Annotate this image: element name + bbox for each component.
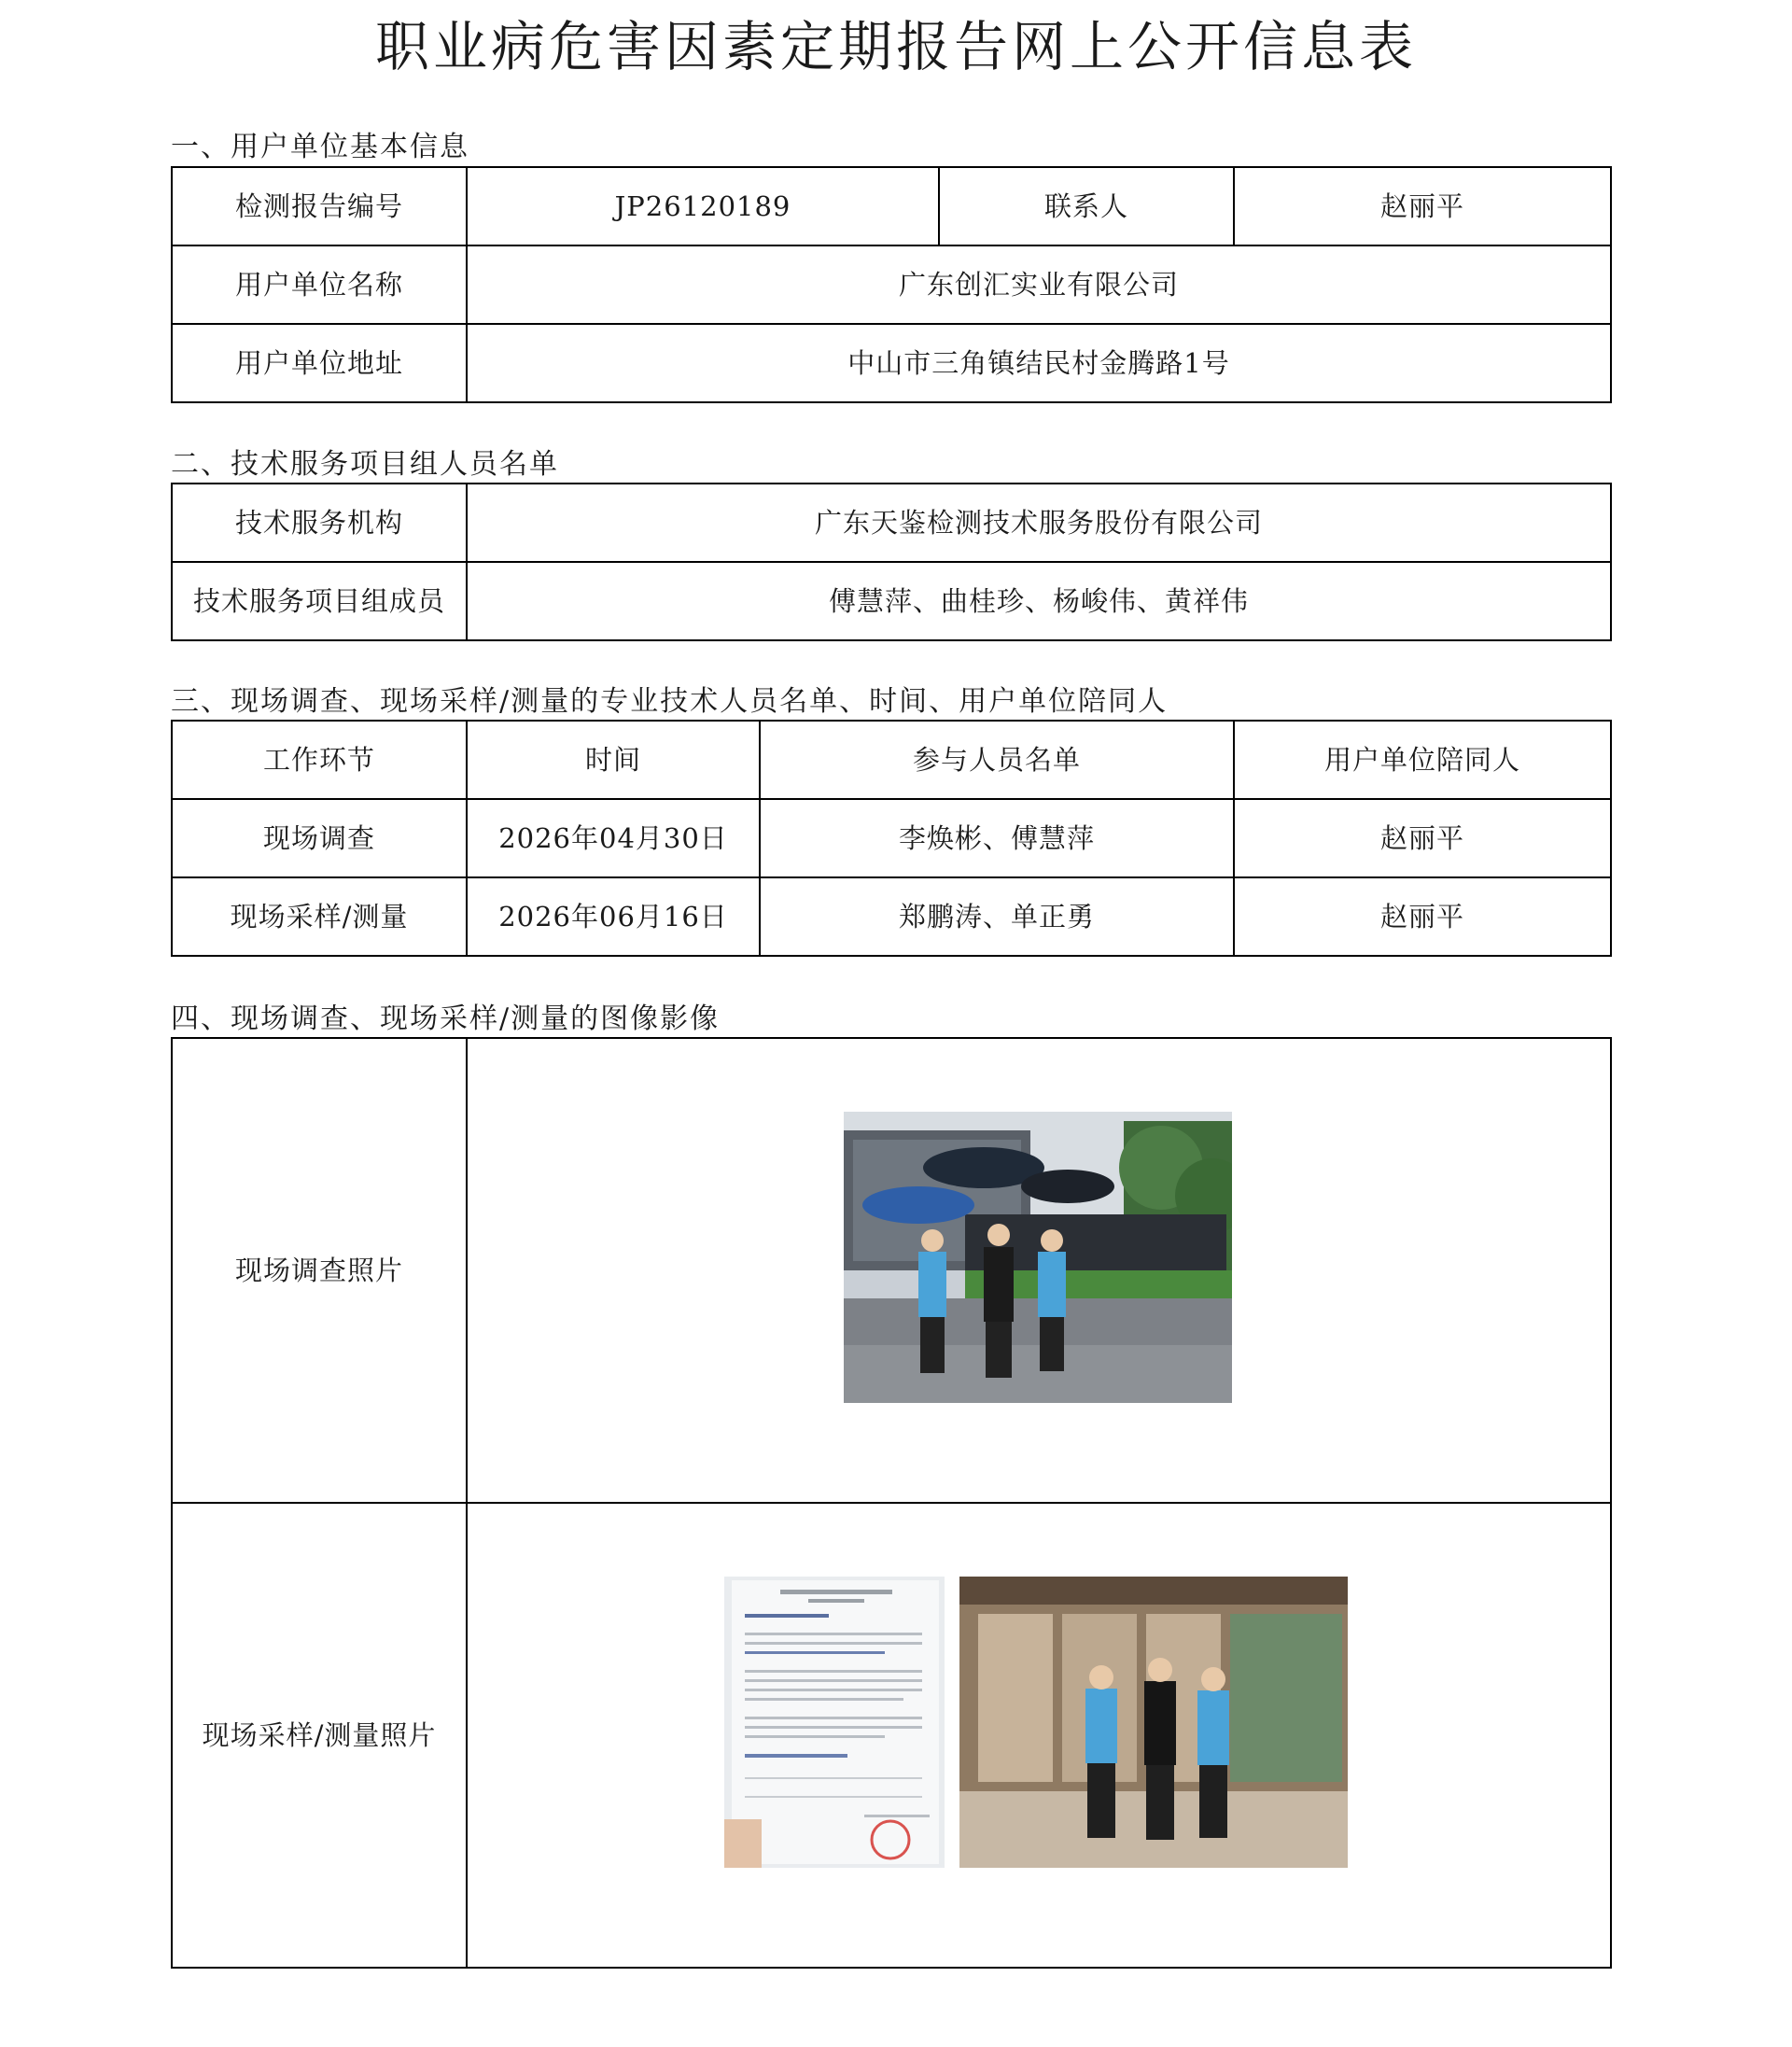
field-work-table	[171, 720, 1612, 957]
participants-cell: 李焕彬、傅慧萍	[760, 799, 1234, 877]
survey-photo	[844, 1112, 1232, 1403]
section3-heading: 三、现场调查、现场采样/测量的专业技术人员名单、时间、用户单位陪同人	[171, 685, 1169, 718]
sampling-photo-label: 现场采样/测量照片	[172, 1503, 467, 1968]
sampling-site-photo	[959, 1577, 1348, 1868]
basic-info-table	[171, 166, 1612, 403]
members-label: 技术服务项目组成员	[172, 562, 467, 640]
document-title: 职业病危害因素定期报告网上公开信息表	[374, 15, 1417, 78]
contact-value: 赵丽平	[1234, 167, 1611, 245]
header-time: 时间	[467, 721, 760, 799]
unit-address-label: 用户单位地址	[172, 324, 467, 402]
unit-address-value: 中山市三角镇结民村金腾路1号	[467, 324, 1611, 402]
escort-cell: 赵丽平	[1234, 799, 1611, 877]
participants-cell: 郑鹏涛、单正勇	[760, 877, 1234, 956]
unit-name-value: 广东创汇实业有限公司	[467, 245, 1611, 324]
section4-heading: 四、现场调查、现场采样/测量的图像影像	[171, 1002, 721, 1035]
header-participants: 参与人员名单	[760, 721, 1234, 799]
table-row	[172, 167, 1611, 245]
time-cell: 2026年06月16日	[467, 877, 760, 956]
sampling-document-photo	[724, 1577, 945, 1868]
table-row	[172, 484, 1611, 562]
report-no-label: 检测报告编号	[172, 167, 467, 245]
unit-name-label: 用户单位名称	[172, 245, 467, 324]
contact-label: 联系人	[939, 167, 1234, 245]
project-team-table	[171, 483, 1612, 641]
agency-value: 广东天鉴检测技术服务股份有限公司	[467, 484, 1611, 562]
time-cell: 2026年04月30日	[467, 799, 760, 877]
table-row	[172, 877, 1611, 956]
header-escort: 用户单位陪同人	[1234, 721, 1611, 799]
members-value: 傅慧萍、曲桂珍、杨峻伟、黄祥伟	[467, 562, 1611, 640]
table-row	[172, 245, 1611, 324]
table-row	[172, 799, 1611, 877]
report-no-value: JP26120189	[467, 167, 939, 245]
header-work-stage: 工作环节	[172, 721, 467, 799]
table-row	[172, 562, 1611, 640]
section1-heading: 一、用户单位基本信息	[171, 131, 469, 163]
table-row	[172, 324, 1611, 402]
survey-photo-label: 现场调查照片	[172, 1038, 467, 1503]
escort-cell: 赵丽平	[1234, 877, 1611, 956]
table-header-row	[172, 721, 1611, 799]
agency-label: 技术服务机构	[172, 484, 467, 562]
work-stage-cell: 现场采样/测量	[172, 877, 467, 956]
work-stage-cell: 现场调查	[172, 799, 467, 877]
section2-heading: 二、技术服务项目组人员名单	[171, 448, 559, 481]
